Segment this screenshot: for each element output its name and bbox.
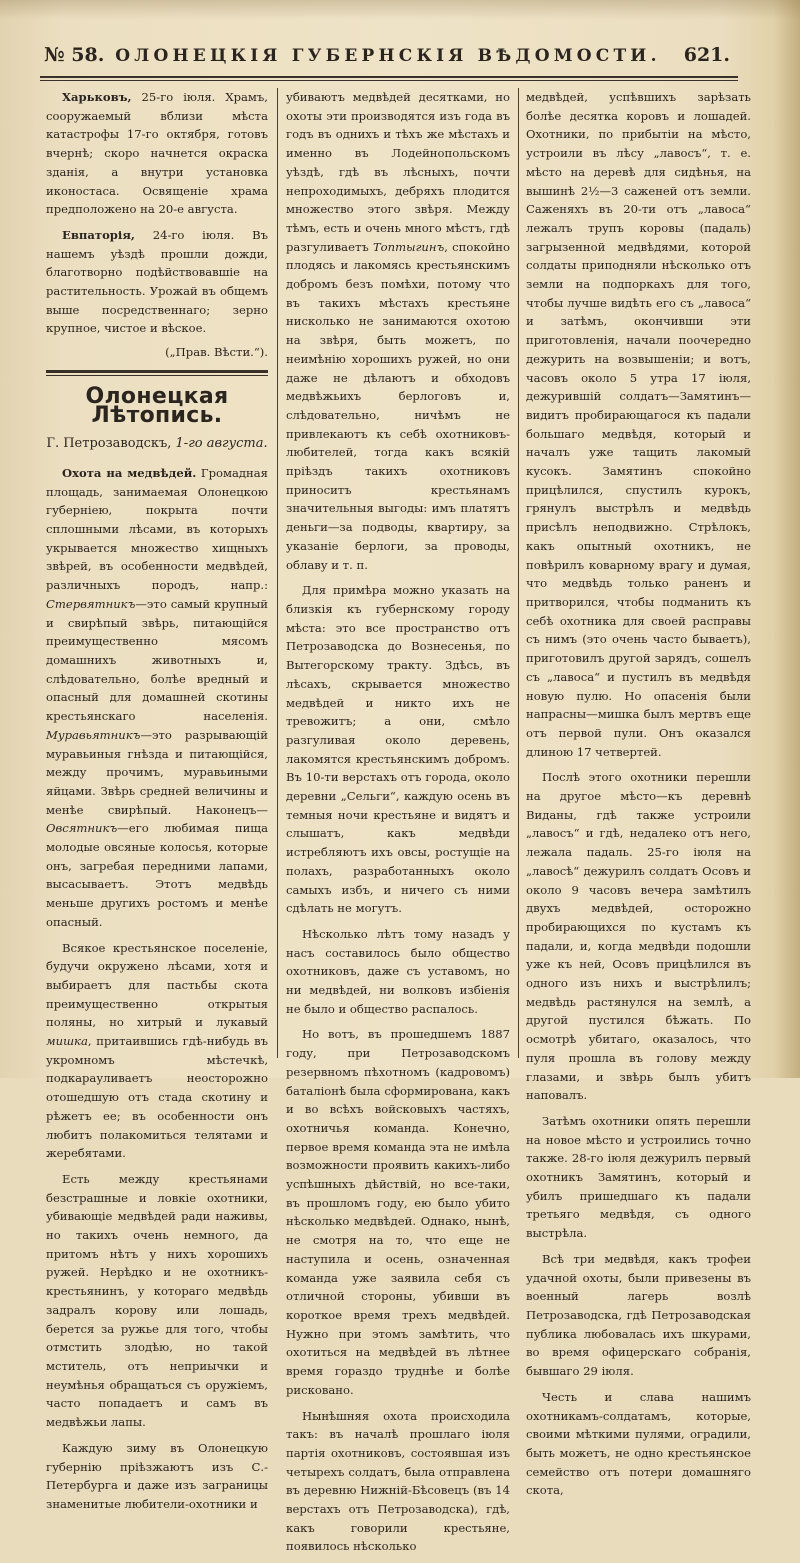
dateline: [46, 435, 268, 454]
hunt-paragraph-1: [46, 464, 268, 932]
col2-paragraph-5: Нынѣшняя охота происходила такъ: въ началѣ прошлаго іюля партія охотниковъ, состоявшая изъ четырехъ солдатъ, была отправлена въ деревню Нижній-Бѣсовецъ (въ 14 верстахъ отъ Петрозаводска), гдѣ, какъ говорили крестьяне, появилось нѣсколько: [286, 1408, 510, 1554]
term-muravyatnik: Муравьятникъ: [46, 727, 141, 742]
col2-paragraph-3: Нѣсколько лѣтъ тому назадъ у насъ составилось было общество охотниковъ, даже съ уставомъ, но ни медвѣдей, ни волковъ избіенія не было и общество распалось.: [286, 926, 510, 1016]
term-stervyatnik: Стервятникъ: [46, 596, 136, 611]
term-ovsyatnik: Овсятникъ: [46, 821, 118, 836]
hunt-text-d: —его любимая пища молодые овсяные колосья, которые онъ, загребая передними лапами, высасываетъ. Этотъ медвѣдь меньше другихъ ростомъ и менѣе опасный.: [46, 821, 268, 929]
header-rule-thin: [40, 80, 738, 81]
col3-paragraph-1: медвѣдей, успѣвшихъ зарѣзать болѣе десятка коровъ и лошадей. Охотники, по прибытіи на мѣсто, устроили въ лѣсу „лавосъ“, т. е. мѣсто на деревѣ для сидѣнья, на вышинѣ 2½—3 саженей отъ земли. Саженяхъ въ 20-ти отъ „лавоса“ лежалъ трупъ коровы (падаль) загрызенной медвѣдями, которой солдаты приподняли нѣсколько отъ земли на подпоркахъ для того, чтобы лучше видѣть его съ „лавоса“ и затѣмъ, окончивши эти приготовленія, начали поочередно дежурить на возвышеніи; и вотъ, часовъ около 5 утра 17 іюля, дежурившій солдатъ—Замятинъ—видитъ пробирающагося къ падали большаго медвѣдя, который и началъ уже тащить лакомый кусокъ. Замятинъ спокойно прицѣлился, спустилъ курокъ, грянулъ выстрѣлъ и медвѣдь присѣлъ неподвижно. Стрѣлокъ, какъ опытный охотникъ, не повѣрилъ коварному врагу и думая, что медвѣдь только раненъ и притворился, чтобы подманить къ себѣ охотника для своей расправы съ нимъ (это очень часто бываетъ), приготовилъ другой зарядъ, сошелъ съ „лавоса“ и пустилъ въ медвѣдя новую пулю. Но опасенія были напрасны—мишка былъ мертвъ еще отъ первой пули. Онъ оказался длиною 17 четвертей.: [526, 90, 751, 759]
issue-number: № 58.: [44, 44, 105, 66]
col1-paragraph-3: Есть между крестьянами безстрашные и ловкіе охотники, убивающіе медвѣдей ради наживы, но такихъ очень немного, да притомъ нѣтъ у нихъ хорошихъ ружей. Нерѣдко и не охотникъ-крестьянинъ, у котораго медвѣдь задралъ корову или лошадь, берется за ружье для того, чтобы отмстить злодѣю, но такой мститель, отъ неприычки и неумѣнья обращаться съ оружіемъ, часто попадаетъ и самъ въ медвѣжьи лапы.: [46, 1171, 268, 1430]
page-number: 621.: [683, 44, 730, 66]
header-rule-thick: [40, 76, 738, 78]
dateline-place: Г. Петрозаводскъ,: [46, 436, 172, 452]
col3-paragraph-3: Затѣмъ охотники опять перешли на новое мѣсто и устроились точно также. 28-го іюля дежурилъ первый охотникъ Замятинъ, который и убилъ пришедшаго къ падали третьяго медвѣдя, съ одного выстрѣла.: [526, 1113, 751, 1241]
evpatoria-text: 24-го іюля. Въ нашемъ уѣздѣ прошли дожди, благотворно подѣйствовавшіе на растительность. Урожай въ общемъ выше посредственнаго; зерно крупное, чистое и вѣское.: [46, 227, 268, 336]
col2-paragraph-4: Но вотъ, въ прошедшемъ 1887 году, при Петрозаводскомъ резервномъ пѣхотномъ (кадровомъ) баталіонѣ была сформирована, какъ и во всѣхъ войсковыхъ частяхъ, охотничья команда. Конечно, первое время команда эта не имѣла возможности проявить какихъ-либо успѣшныхъ дѣйствій, но все-таки, въ прошломъ году, ею было убито нѣсколько медвѣдей. Однако, нынѣ, не смотря на то, что еще не наступила и осень, означенная команда уже заявила себя съ отличной стороны, убивши въ короткое время трехъ медвѣдей. Нужно при этомъ замѣтить, что охотиться на медвѣдей въ лѣтнее время гораздо труднѣе и болѣе рисковано.: [286, 1027, 510, 1397]
newspaper-title: ОЛОНЕЦКІЯ ГУБЕРНСКІЯ ВѢДОМОСТИ.: [115, 46, 661, 66]
page-header: [38, 44, 738, 70]
col2-paragraph-1: [286, 88, 510, 574]
col1-paragraph-2: [46, 939, 268, 1163]
kharkov-lead: Харьковъ,: [62, 90, 132, 104]
p2-text-a: Всякое крестьянское поселеніе, будучи окружено лѣсами, хотя и выбираетъ для пастьбы скота преимущественно открытыя поляны, но хитрый и лукавый: [46, 940, 268, 1030]
col2-p1-text-b: , спокойно плодясь и лакомясь крестьянскимъ добромъ безъ помѣхи, потому что въ такихъ мѣстахъ крестьяне нисколько не занимаются охотою на звѣря, быть можетъ, по неимѣнію хорошихъ ружей, но они даже не дѣлаютъ и обходовъ медвѣжьихъ берлоговъ и, слѣдовательно, ничѣмъ не привлекаютъ къ себѣ охотниковъ-любителей, тогда какъ всякій пріѣздъ такихъ охотниковъ приноситъ крестьянамъ значительныя выгоды: имъ платятъ деньги—за подводы, квартиру, за указаніе берлоги, за проводы, облаву и т. п.: [286, 239, 511, 572]
evpatoria-news: [46, 226, 268, 338]
hunt-text-a: Громадная площадь, занимаемая Олонецкою губерніею, покрыта почти сплошными лѣсами, въ которыхъ укрывается множество хищныхъ звѣрей, въ особенности медвѣдей, различныхъ породъ, напр.:: [46, 465, 268, 593]
section-title: Олонецкая Лѣтопись.: [85, 383, 229, 428]
col3-paragraph-5: Честь и слава нашимъ охотникамъ-солдатамъ, которые, своими мѣткими пулями, оградили, быть можетъ, не одно крестьянское семейство отъ потери домашняго скота,: [526, 1389, 751, 1498]
p2-text-b: , притаившись гдѣ-нибудь въ укромномъ мѣстечкѣ, подкарауливаетъ неосторожно отошедшую отъ стада скотину и рѣжетъ ее; въ особенности онъ любитъ полакомиться телятами и жеребятами.: [46, 1034, 268, 1161]
col2-p1-text: убиваютъ медвѣдей десятками, но охоты эти производятся изъ года въ годъ въ однихъ и тѣхъ же мѣстахъ и именно въ Лодейнопольскомъ уѣздѣ, гдѣ въ лѣсныхъ, почти непроходимыхъ, дебряхъ плодится множество этого звѣря. Между тѣмъ, есть и очень много мѣстъ, гдѣ разгуливаетъ: [286, 90, 510, 254]
dateline-date: 1-го августа.: [175, 436, 268, 452]
column-1: [46, 88, 268, 1521]
term-toptygin: Топтыгинъ: [372, 239, 445, 254]
page-edge-shading: [774, 0, 800, 1078]
term-mishka: мишка: [46, 1034, 88, 1049]
news-source: („Прав. Вѣсти.“).: [165, 345, 268, 360]
column-divider-1: [277, 88, 278, 1058]
hunt-text-b: —это самый крупный и свирѣпый звѣрь, питающійся преимущественно мясомъ домашнихъ животныхъ и, слѣдовательно, болѣе вредный и опасный для домашней скотины крестьянскаго населенія.: [46, 596, 268, 724]
evpatoria-lead: Евпаторія,: [62, 227, 135, 242]
kharkov-text: 25-го іюля. Храмъ, сооружаемый вблизи мѣста катастрофы 17-го октября, готовъ вчернѣ; скоро начнется окраска зданія, а внутри установка иконостаса. Освященіе храма предположено на 20-е августа.: [46, 90, 268, 217]
col1-paragraph-4: Каждую зиму въ Олонецкую губернію пріѣзжаютъ изъ С.-Петербурга и даже изъ заграницы знаменитые любители-охотники и: [46, 1440, 268, 1511]
hunt-lead: Охота на медвѣдей.: [62, 465, 197, 480]
col2-paragraph-2: Для примѣра можно указать на близкія къ губернскому городу мѣста: это все пространство отъ Петрозаводска до Вознесенья, по Вытегорскому тракту. Здѣсь, въ лѣсахъ, скрывается множество медвѣдей и никто ихъ не тревожитъ; а они, смѣло разгуливая около деревень, лакомятся крестьянскимъ добромъ. Въ 10-ти верстахъ отъ города, около деревни „Сельги“, каждую осень въ темныя ночи крестьяне и видятъ и слышатъ, какъ медвѣди истребляютъ ихъ овсы, ростущіе на полахъ, разработанныхъ около самыхъ избъ, и ничего съ ними сдѣлать не могутъ.: [286, 583, 510, 916]
section-rule-thin: [46, 375, 268, 376]
col3-paragraph-2: Послѣ этого охотники перешли на другое мѣсто—къ деревнѣ Виданы, гдѣ также устроили „лавосъ“ и гдѣ, недалеко отъ него, лежала падаль. 25-го іюля на „лавосѣ“ дежурилъ солдатъ Осовъ и около 9 часовъ вечера замѣтилъ двухъ медвѣдей, осторожно пробирающихся по кустамъ къ падали, и, когда медвѣди подошли уже къ ней, Осовъ прицѣлился въ одного изъ нихъ и выстрѣлилъ; медвѣдь растянулся на землѣ, а другой пустился бѣжать. По осмотрѣ убитаго, оказалось, что пуля прошла въ голову между глазами, и звѣрь былъ убитъ наповалъ.: [526, 770, 751, 1103]
column-2: [286, 88, 510, 1563]
column-3: [526, 88, 751, 1507]
kharkov-news: [46, 88, 268, 219]
section-rule-thick: [46, 370, 268, 373]
hunt-text-c: —это разрывающій муравьиныя гнѣзда и питающійся, между прочимъ, муравьиными яйцами. Звѣрь средней величины и менѣе свирѣпый. Наконецъ—: [46, 727, 268, 817]
page-top-shadow: [0, 0, 800, 20]
col3-paragraph-4: Всѣ три медвѣдя, какъ трофеи удачной охоты, были привезены въ военный лагерь возлѣ Петрозаводска, гдѣ Петрозаводская публика любовалась ихъ шкурами, во время офицерскаго собранія, бывшаго 29 іюля.: [526, 1251, 751, 1379]
column-divider-2: [518, 88, 519, 1058]
